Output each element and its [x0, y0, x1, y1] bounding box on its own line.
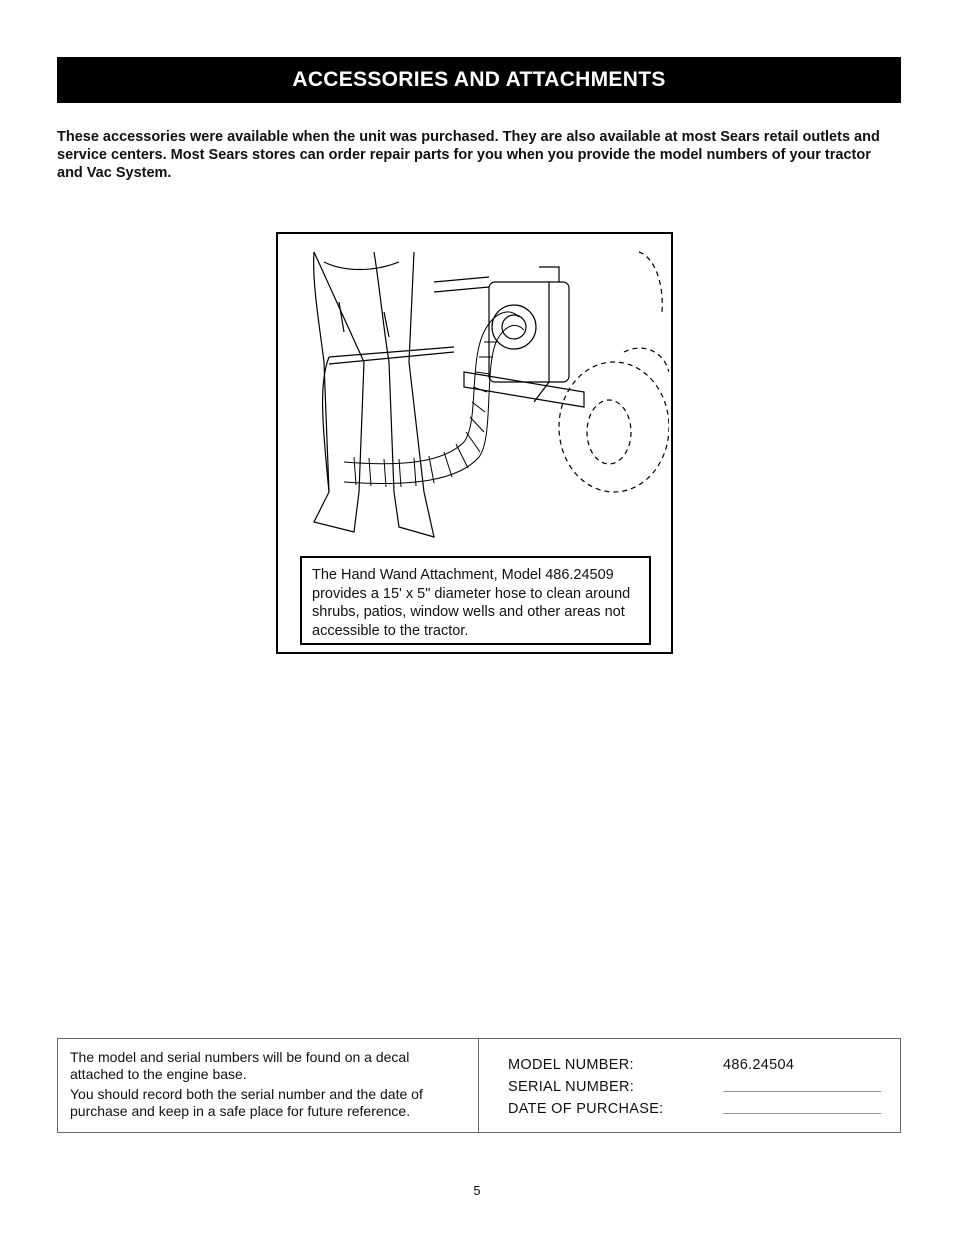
record-box — [57, 1038, 901, 1133]
section-header — [57, 57, 901, 103]
serial-number-row — [508, 1073, 900, 1095]
serial-number-label: SERIAL NUMBER: — [508, 1079, 635, 1095]
intro-paragraph: These accessories were available when the unit was purchased. They are also available at most Sears retail outlets and service centers. Most Sears stores can order repair parts for you when you provide the model numbers of your tractor and Vac System. — [57, 129, 880, 181]
model-number-row — [508, 1051, 900, 1073]
hand-wand-hose-illustration — [284, 242, 669, 542]
model-number-label: MODEL NUMBER: — [508, 1057, 634, 1073]
date-of-purchase-row — [508, 1095, 900, 1117]
section-title: ACCESSORIES AND ATTACHMENTS — [292, 68, 666, 91]
record-note-keep: You should record both the serial number and the date of purchase and keep in a safe place for future reference. — [70, 1086, 423, 1119]
date-of-purchase-label: DATE OF PURCHASE: — [508, 1101, 664, 1117]
figure-caption: The Hand Wand Attachment, Model 486.24509 provides a 15' x 5" diameter hose to clean around shrubs, patios, window wells and other areas not accessible to the tractor. — [300, 556, 651, 645]
date-of-purchase-blank — [723, 1112, 881, 1114]
record-notes — [58, 1039, 479, 1132]
record-note-location: The model and serial numbers will be found on a decal attached to the engine base. — [70, 1049, 410, 1082]
serial-number-blank — [723, 1090, 881, 1092]
record-fields — [479, 1039, 900, 1132]
model-number-value: 486.24504 — [723, 1057, 795, 1073]
figure-frame — [276, 232, 673, 654]
page-number: 5 — [473, 1183, 481, 1198]
